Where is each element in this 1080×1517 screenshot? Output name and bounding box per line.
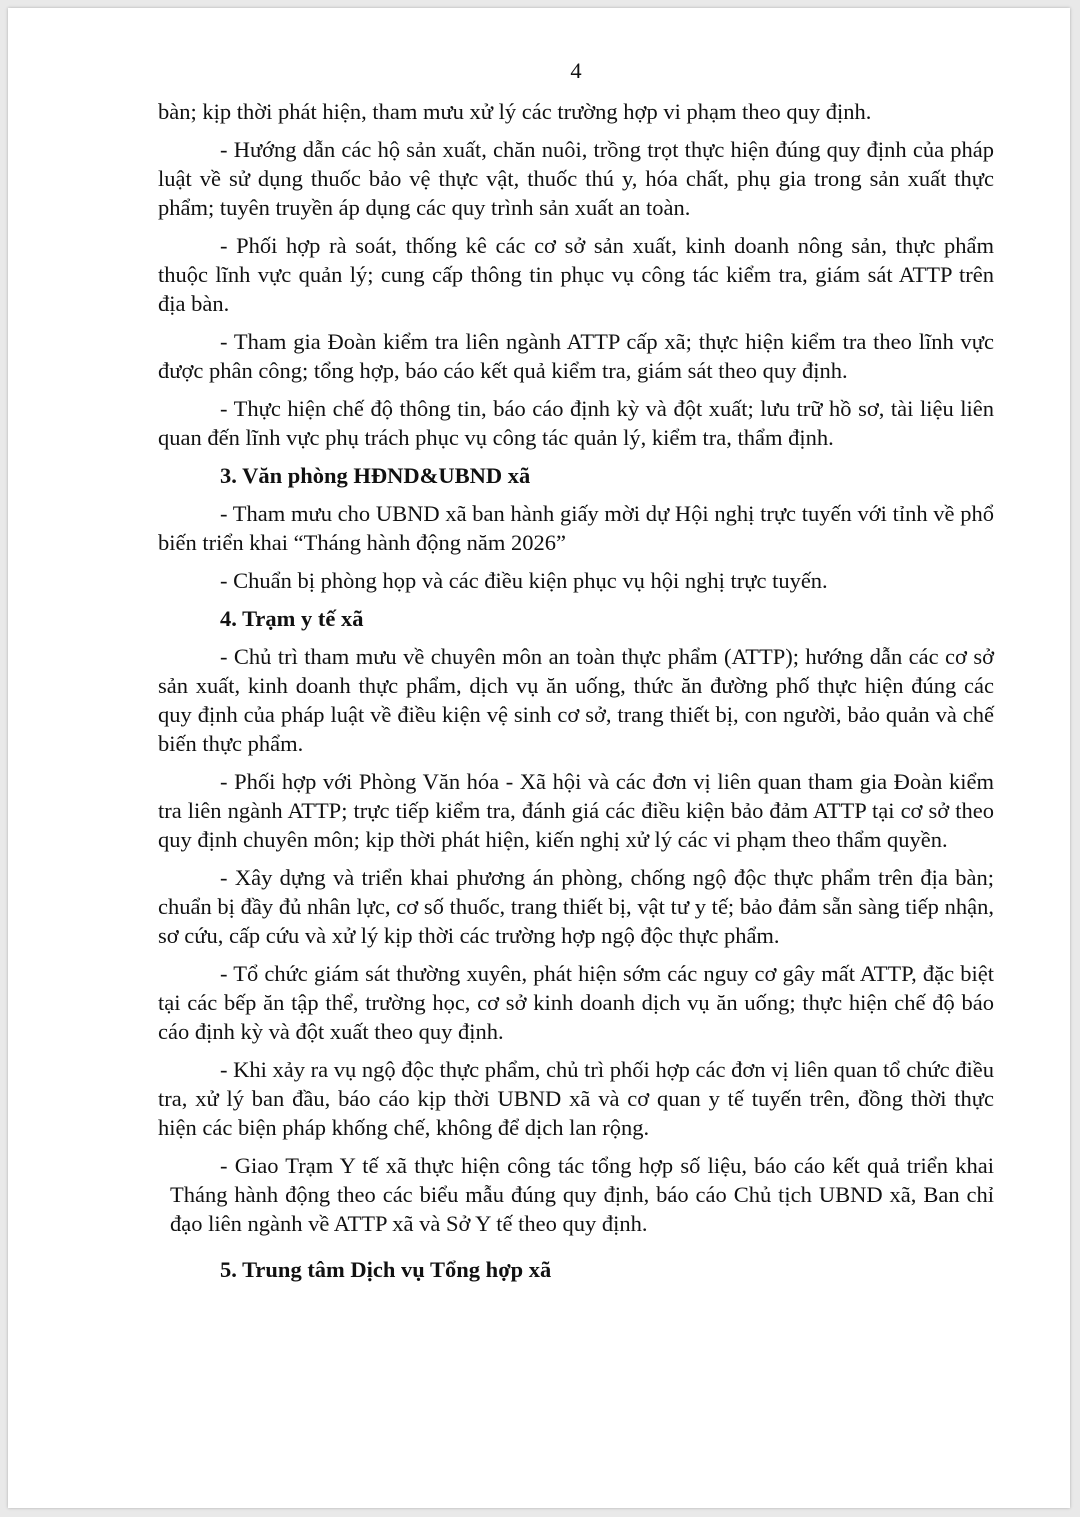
paragraph: - Giao Trạm Y tế xã thực hiện công tác tổng hợp số liệu, báo cáo kết quả triển khai Tháng hành động theo các biểu mẫu đúng quy định, báo cáo Chủ tịch UBND xã, Ban chỉ đạo liên ngành về ATTP xã và Sở Y tế theo quy định. [170, 1153, 994, 1236]
document-page [8, 8, 1070, 1508]
paragraph: - Tổ chức giám sát thường xuyên, phát hiện sớm các nguy cơ gây mất ATTP, đặc biệt tại các bếp ăn tập thể, trường học, cơ sở kinh doanh dịch vụ ăn uống; thực hiện chế độ báo cáo định kỳ và đột xuất theo quy định. [158, 961, 994, 1044]
paragraph: - Tham gia Đoàn kiểm tra liên ngành ATTP cấp xã; thực hiện kiểm tra theo lĩnh vực được phân công; tổng hợp, báo cáo kết quả kiểm tra, giám sát theo quy định. [158, 329, 994, 383]
paragraph: - Chủ trì tham mưu về chuyên môn an toàn thực phẩm (ATTP); hướng dẫn các cơ sở sản xuất, kinh doanh thực phẩm, dịch vụ ăn uống, thức ăn đường phố thực hiện đúng các quy định của pháp luật về điều kiện vệ sinh cơ sở, trang thiết bị, con người, bảo quản và chế biến thực phẩm. [158, 644, 994, 756]
paragraph: - Xây dựng và triển khai phương án phòng, chống ngộ độc thực phẩm trên địa bàn; chuẩn bị đầy đủ nhân lực, cơ số thuốc, trang thiết bị, vật tư y tế; bảo đảm sẵn sàng tiếp nhận, sơ cứu, cấp cứu và xử lý kịp thời các trường hợp ngộ độc thực phẩm. [158, 865, 994, 948]
paragraph: - Hướng dẫn các hộ sản xuất, chăn nuôi, trồng trọt thực hiện đúng quy định của pháp luật về sử dụng thuốc bảo vệ thực vật, thuốc thú y, hóa chất, phụ gia trong sản xuất thực phẩm; tuyên truyền áp dụng các quy trình sản xuất an toàn. [158, 137, 994, 220]
section-heading: 5. Trung tâm Dịch vụ Tổng hợp xã [220, 1257, 552, 1282]
paragraph: - Khi xảy ra vụ ngộ độc thực phẩm, chủ trì phối hợp các đơn vị liên quan tổ chức điều tra, xử lý ban đầu, báo cáo kịp thời UBND xã và cơ quan y tế tuyến trên, đồng thời thực hiện các biện pháp khống chế, không để dịch lan rộng. [158, 1057, 994, 1140]
page-number: 4 [570, 58, 582, 83]
paragraph: bàn; kịp thời phát hiện, tham mưu xử lý các trường hợp vi phạm theo quy định. [158, 99, 872, 124]
section-heading: 3. Văn phòng HĐND&UBND xã [220, 463, 531, 488]
document-body [158, 56, 994, 1293]
paragraph: - Chuẩn bị phòng họp và các điều kiện phục vụ hội nghị trực tuyến. [220, 568, 828, 593]
paragraph: - Tham mưu cho UBND xã ban hành giấy mời dự Hội nghị trực tuyến với tỉnh về phổ biến triển khai “Tháng hành động năm 2026” [158, 501, 994, 555]
section-heading: 4. Trạm y tế xã [220, 606, 364, 631]
paragraph: - Phối hợp rà soát, thống kê các cơ sở sản xuất, kinh doanh nông sản, thực phẩm thuộc lĩnh vực quản lý; cung cấp thông tin phục vụ công tác kiểm tra, giám sát ATTP trên địa bàn. [158, 233, 994, 316]
paragraph: - Thực hiện chế độ thông tin, báo cáo định kỳ và đột xuất; lưu trữ hồ sơ, tài liệu liên quan đến lĩnh vực phụ trách phục vụ công tác quản lý, kiểm tra, thẩm định. [158, 396, 994, 450]
paragraph: - Phối hợp với Phòng Văn hóa - Xã hội và các đơn vị liên quan tham gia Đoàn kiểm tra liên ngành ATTP; trực tiếp kiểm tra, đánh giá các điều kiện bảo đảm ATTP tại cơ sở theo quy định chuyên môn; kịp thời phát hiện, kiến nghị xử lý các vi phạm theo thẩm quyền. [158, 769, 994, 852]
